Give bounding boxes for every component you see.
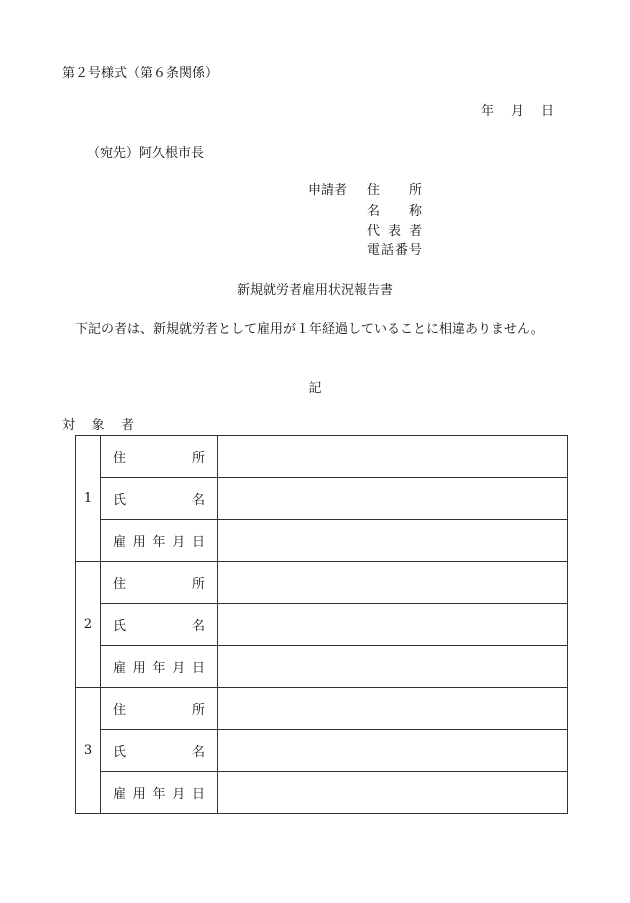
table-row	[76, 604, 568, 646]
field-label-hire-date: 雇用年月日	[113, 661, 205, 676]
field-label	[101, 604, 218, 646]
address-input-cell[interactable]	[218, 436, 568, 478]
field-label	[101, 730, 218, 772]
address-input-cell[interactable]	[218, 562, 568, 604]
name-input-cell[interactable]	[218, 478, 568, 520]
subjects-table	[75, 435, 568, 814]
table-row	[76, 520, 568, 562]
field-label	[101, 562, 218, 604]
field-label-name: 氏名	[113, 745, 205, 760]
table-row	[76, 646, 568, 688]
field-label	[101, 646, 218, 688]
field-label	[101, 478, 218, 520]
field-label-name: 氏名	[113, 493, 205, 508]
applicant-address-label: 住所	[367, 183, 422, 198]
hire-date-input-cell[interactable]	[218, 772, 568, 814]
table-row	[76, 436, 568, 478]
address-input-cell[interactable]	[218, 688, 568, 730]
name-input-cell[interactable]	[218, 730, 568, 772]
applicant-label: 申請者	[308, 183, 348, 198]
field-label-address: 住所	[113, 577, 205, 592]
field-label-address: 住所	[113, 703, 205, 718]
document-title: 新規就労者雇用状況報告書	[236, 283, 393, 298]
hire-date-input-cell[interactable]	[218, 520, 568, 562]
field-label	[101, 772, 218, 814]
date-day: 日	[541, 104, 555, 119]
applicant-name-label: 名称	[367, 204, 422, 219]
subjects-label: 対象者	[62, 418, 134, 433]
date-year: 年	[481, 104, 495, 119]
form-number: 第２号様式（第６条関係）	[62, 66, 219, 81]
table-row	[76, 562, 568, 604]
table-row	[76, 772, 568, 814]
field-label-name: 氏名	[113, 619, 205, 634]
applicant-phone-label: 電話番号	[367, 243, 422, 258]
body-text: 下記の者は、新規就労者として雇用が１年経過していることに相違ありません。	[75, 322, 544, 337]
field-label	[101, 520, 218, 562]
subject-number: 2	[76, 562, 101, 688]
addressee: （宛先）阿久根市長	[87, 146, 205, 161]
field-label-hire-date: 雇用年月日	[113, 787, 205, 802]
field-label-hire-date: 雇用年月日	[113, 535, 205, 550]
table-row	[76, 478, 568, 520]
table-row	[76, 688, 568, 730]
subject-number: 1	[76, 436, 101, 562]
date-month: 月	[511, 104, 525, 119]
date-line	[481, 104, 554, 120]
table-row	[76, 730, 568, 772]
hire-date-input-cell[interactable]	[218, 646, 568, 688]
subject-number: 3	[76, 688, 101, 814]
field-label	[101, 436, 218, 478]
name-input-cell[interactable]	[218, 604, 568, 646]
ki-heading: 記	[308, 381, 322, 396]
field-label	[101, 688, 218, 730]
field-label-address: 住所	[113, 451, 205, 466]
applicant-representative-label: 代表者	[367, 224, 422, 239]
